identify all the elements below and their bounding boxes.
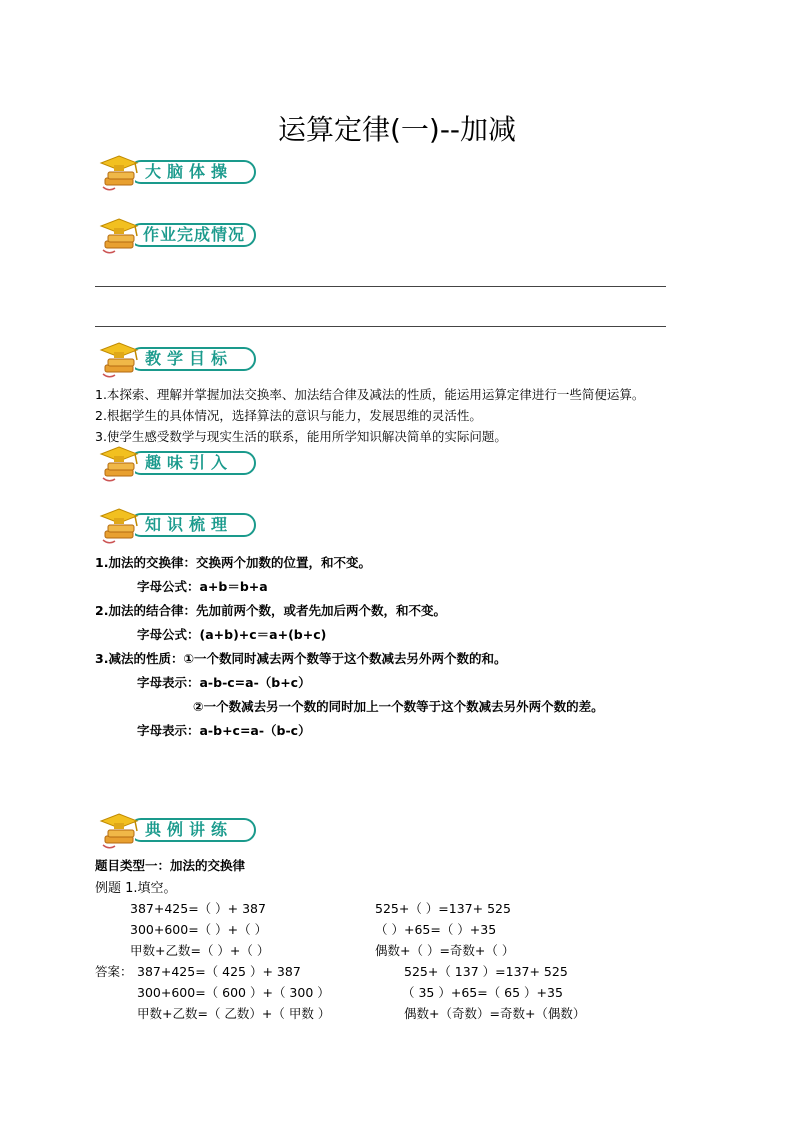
books-cap-icon [99, 341, 149, 381]
section-badge-warmup [99, 154, 264, 194]
badge-label: 大脑体操 [145, 162, 234, 181]
badge-label: 作业完成情况 [143, 225, 246, 244]
books-cap-icon [99, 445, 149, 485]
answer-label: 答案： [95, 964, 133, 979]
knowledge-formula: 字母公式：(a+b)+c＝a+(b+c) [137, 627, 327, 642]
question-left: 甲数+乙数=（ ）+（ ） [130, 943, 270, 958]
answer-line [95, 286, 666, 287]
example-title: 例题 1.填空。 [95, 881, 177, 896]
knowledge-line: ②一个数减去另一个数的同时加上一个数等于这个数减去另外两个数的差。 [193, 699, 604, 714]
books-cap-icon [99, 507, 149, 547]
badge-label: 趣味引入 [145, 453, 234, 472]
section-badge-intro [99, 445, 264, 485]
knowledge-line: 1.加法的交换律：交换两个加数的位置，和不变。 [95, 555, 371, 570]
badge-label: 知识梳理 [145, 515, 234, 534]
question-left: 387+425=（ ）+ 387 [130, 901, 266, 916]
badge-label: 教学目标 [145, 349, 234, 368]
question-left: 300+600=（ ）+（ ） [130, 922, 268, 937]
example-type-heading: 题目类型一：加法的交换律 [95, 858, 246, 873]
answer-line [95, 326, 666, 327]
knowledge-formula: 字母表示：a-b-c=a-（b+c） [137, 675, 311, 690]
badge-label: 典例讲练 [145, 820, 234, 839]
knowledge-formula: 字母表示：a-b+c=a-（b-c） [137, 723, 311, 738]
answer-right: 525+（ 137 ）=137+ 525 [404, 964, 568, 979]
books-cap-icon [99, 217, 149, 257]
knowledge-line: 2.加法的结合律：先加前两个数，或者先加后两个数，和不变。 [95, 603, 446, 618]
section-badge-examples [99, 812, 264, 852]
goal-item: 1.本探索、理解并掌握加法交换率、加法结合律及减法的性质，能运用运算定律进行一些简便运算。 [95, 387, 645, 402]
question-right: （ ）+65=（ ）+35 [375, 922, 497, 937]
goal-item: 2.根据学生的具体情况，选择算法的意识与能力，发展思维的灵活性。 [95, 408, 482, 423]
goal-item: 3.使学生感受数学与现实生活的联系，能用所学知识解决简单的实际问题。 [95, 429, 507, 444]
knowledge-formula: 字母公式：a+b＝b+a [137, 579, 268, 594]
answer-right: 偶数+（奇数）=奇数+（偶数） [404, 1006, 586, 1021]
section-badge-goals [99, 341, 264, 381]
page-title: 运算定律(一)--加减 [277, 113, 517, 146]
section-badge-knowledge [99, 507, 264, 547]
section-badge-homework [99, 217, 264, 257]
question-right: 偶数+（ ）=奇数+（ ） [375, 943, 515, 958]
answer-right: （ 35 ）+65=（ 65 ）+35 [402, 985, 563, 1000]
books-cap-icon [99, 154, 149, 194]
books-cap-icon [99, 812, 149, 852]
answer-left: 甲数+乙数=（ 乙数）+（ 甲数 ） [137, 1006, 331, 1021]
question-right: 525+（ ）=137+ 525 [375, 901, 511, 916]
knowledge-line: 3.减法的性质：①一个数同时减去两个数等于这个数减去另外两个数的和。 [95, 651, 507, 666]
answer-left: 300+600=（ 600 ）+（ 300 ） [137, 985, 330, 1000]
answer-left: 387+425=（ 425 ）+ 387 [137, 964, 301, 979]
